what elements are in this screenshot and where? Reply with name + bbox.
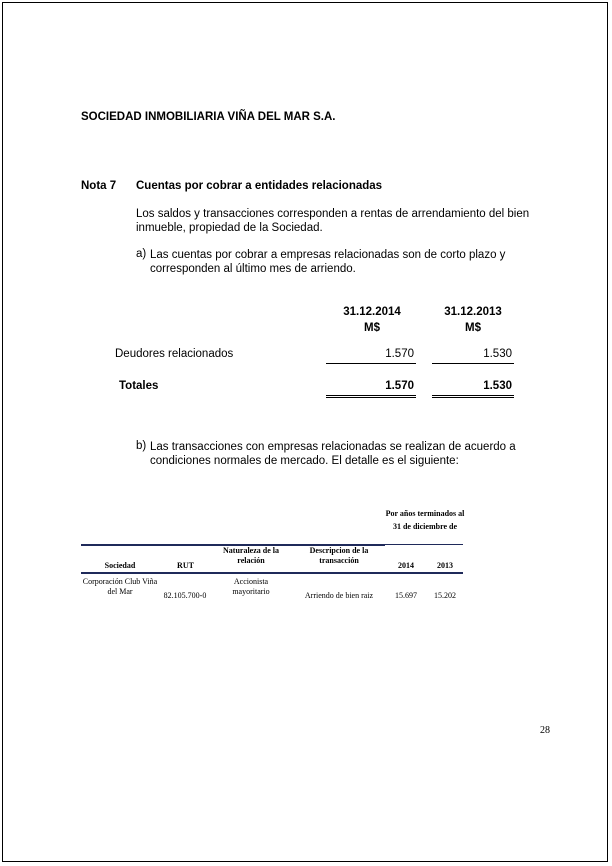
- balance-col-2014-date: 31.12.2014: [343, 306, 401, 318]
- item-a-letter: a): [136, 248, 147, 260]
- td-rut: 82.105.700-0: [163, 591, 207, 600]
- totales-2014-underline-1: [326, 395, 416, 396]
- note-paragraph: Los saldos y transacciones corresponden a rentas de arrendamiento del bien inmueble, propiedad de la Sociedad.: [136, 208, 530, 234]
- td-2014: 15.697: [395, 591, 417, 600]
- th-rut: RUT: [177, 561, 194, 570]
- item-a-text: Las cuentas por cobrar a empresas relacionadas son de corto plazo y corresponden al último mes de arriendo.: [150, 249, 506, 275]
- totales-2013-value: 1.530: [483, 380, 512, 392]
- th-2013: 2013: [437, 561, 453, 570]
- note-number: Nota 7: [81, 180, 117, 192]
- td-descripcion: Arriendo de bien raiz: [304, 591, 374, 600]
- item-b-letter: b): [136, 440, 147, 452]
- deudores-2013-underline: [432, 363, 514, 364]
- balance-col-2013-date: 31.12.2013: [444, 306, 502, 318]
- totales-2014-value: 1.570: [385, 380, 414, 392]
- td-naturaleza: Accionista mayoritario: [232, 577, 270, 596]
- table-header-rule: [81, 572, 463, 574]
- company-name: SOCIEDAD INMOBILIARIA VIÑA DEL MAR S.A.: [81, 111, 336, 123]
- page-number: 28: [540, 725, 550, 736]
- th-2014: 2014: [398, 561, 414, 570]
- deudores-label: Deudores relacionados: [115, 348, 234, 360]
- totales-2014-underline-2: [326, 397, 416, 398]
- balance-col-2014-header: [330, 304, 414, 336]
- balance-col-2013-unit: M$: [465, 322, 481, 334]
- group-header-rule: [385, 544, 463, 545]
- deudores-2014-underline: [326, 363, 416, 364]
- totales-label: Totales: [119, 380, 159, 392]
- td-2013: 15.202: [434, 591, 456, 600]
- deudores-2014-value: 1.570: [385, 348, 414, 360]
- note-title: Cuentas por cobrar a entidades relacionadas: [136, 180, 383, 192]
- totales-2013-underline-2: [432, 397, 514, 398]
- th-sociedad: Sociedad: [104, 561, 136, 570]
- page-border: [2, 2, 608, 862]
- deudores-2013-value: 1.530: [483, 348, 512, 360]
- balance-col-2013-header: [432, 304, 514, 336]
- th-descripcion: Descripcion de la transacción: [309, 546, 369, 565]
- td-sociedad: Corporación Club Viña del Mar: [82, 577, 158, 596]
- transactions-group-header: Por años terminados al 31 de diciembre de: [385, 509, 465, 531]
- totales-2013-underline-1: [432, 395, 514, 396]
- item-b-text: Las transacciones con empresas relacionadas se realizan de acuerdo a condiciones normales de mercado. El detalle es el siguiente:: [150, 441, 516, 467]
- th-naturaleza: Naturaleza de la relación: [223, 546, 279, 565]
- balance-col-2014-unit: M$: [364, 322, 380, 334]
